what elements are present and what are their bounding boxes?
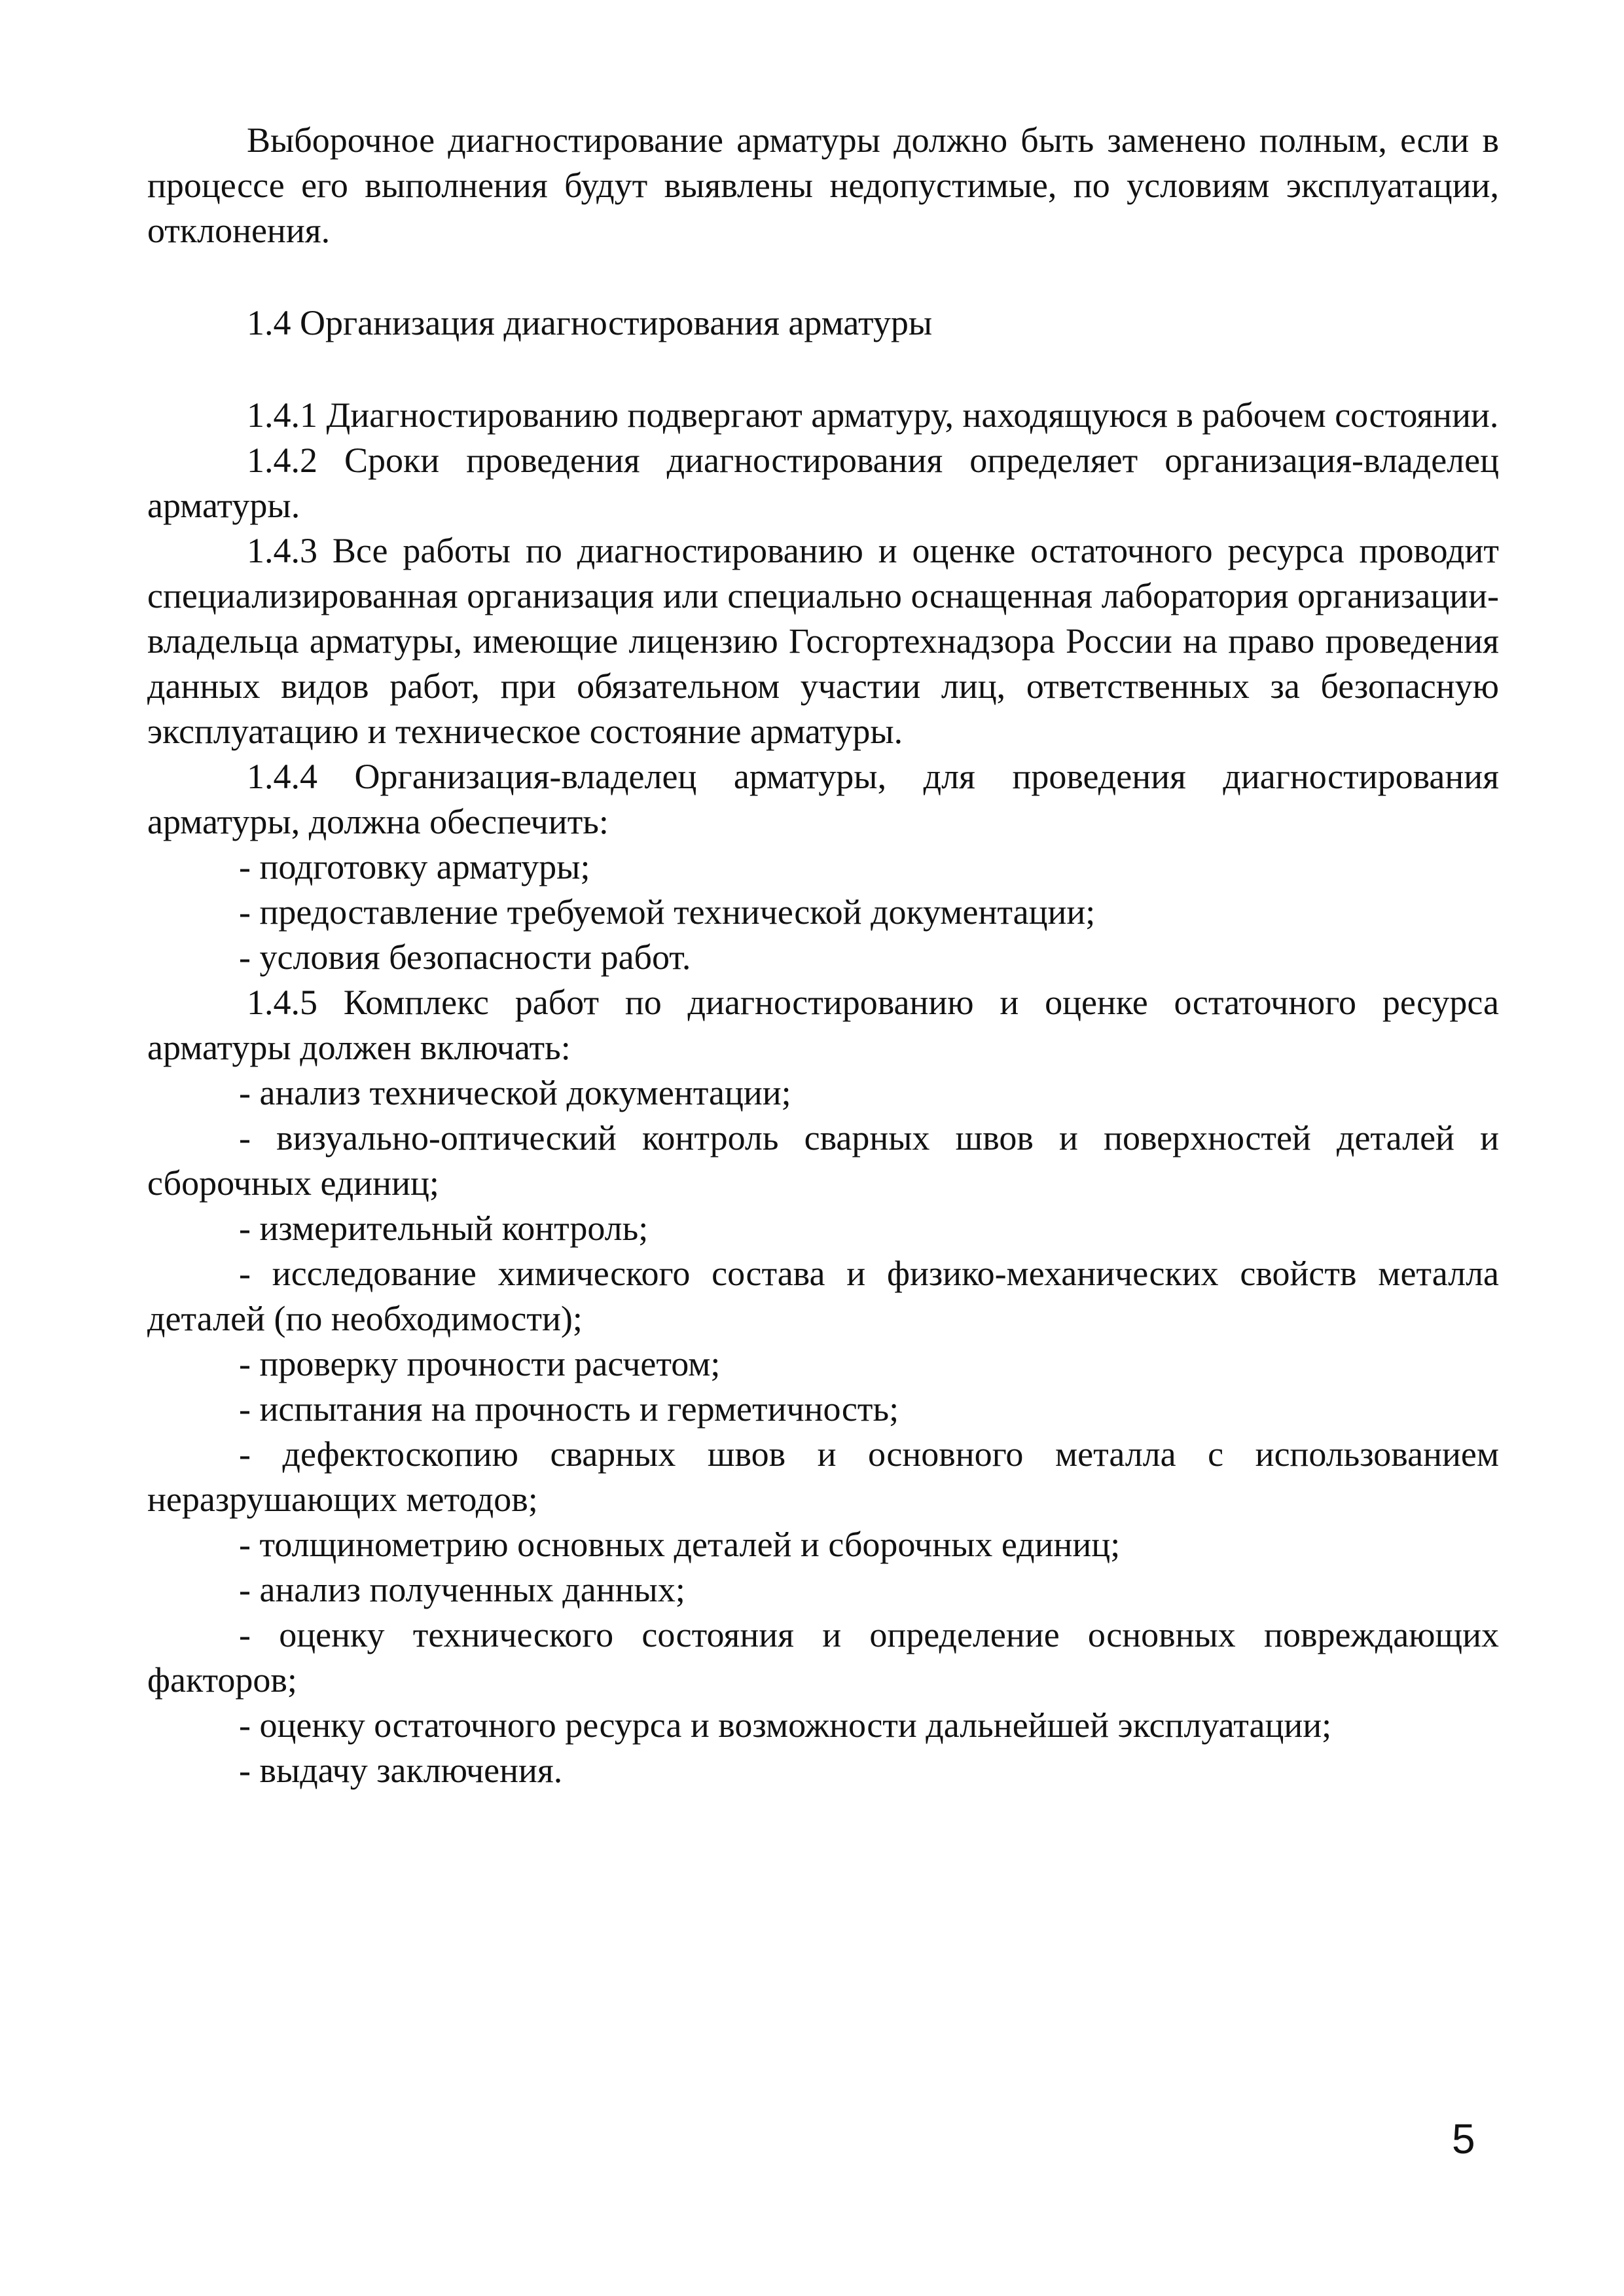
- list-item: - измерительный контроль;: [239, 1209, 649, 1248]
- list-item: - дефектоскопию сварных швов и основного металла с использованием неразрушающих методов;: [147, 1434, 1499, 1519]
- clause-1-4-4: 1.4.4 Организация-владелец арматуры, для проведения диагностирования арматуры, должна обеспечить:: [147, 757, 1499, 841]
- clause-1-4-3: 1.4.3 Все работы по диагностированию и оценке остаточного ресурса проводит специализированная организация или специально оснащенная лаборатория организации-владельца арматуры, имеющие лицензию Госгортехнадзора России на право проведения данных видов работ, при обязательном участии лиц, ответственных за безопасную эксплуатацию и техническое состояние арматуры.: [147, 531, 1499, 751]
- page-body: [147, 118, 1499, 1793]
- list-item: - анализ полученных данных;: [239, 1570, 685, 1609]
- clause-1-4-2: 1.4.2 Сроки проведения диагностирования определяет организация-владелец арматуры.: [147, 441, 1499, 525]
- list-item: - оценку остаточного ресурса и возможности дальнейшей эксплуатации;: [239, 1705, 1332, 1745]
- list-item: - проверку прочности расчетом;: [239, 1344, 721, 1383]
- list-item: - выдачу заключения.: [239, 1751, 563, 1790]
- list-item: - исследование химического состава и физико-механических свойств металла деталей (по необходимости);: [147, 1254, 1499, 1338]
- list-item: - оценку технического состояния и определение основных повреждающих факторов;: [147, 1615, 1499, 1700]
- intro-paragraph: Выборочное диагностирование арматуры должно быть заменено полным, если в процессе его выполнения будут выявлены недопустимые, по условиям эксплуатации, отклонения.: [147, 120, 1499, 250]
- list-item: - визуально-оптический контроль сварных швов и поверхностей деталей и сборочных единиц;: [147, 1118, 1499, 1203]
- clause-1-4-5-list: [147, 1070, 1499, 1793]
- clause-1-4-5: 1.4.5 Комплекс работ по диагностированию и оценке остаточного ресурса арматуры должен включать:: [147, 983, 1499, 1067]
- section-heading: 1.4 Организация диагностирования арматуры: [247, 303, 933, 342]
- clause-1-4-1: 1.4.1 Диагностированию подвергают арматуру, находящуюся в рабочем состоянии.: [247, 395, 1499, 435]
- list-item: - условия безопасности работ.: [239, 938, 691, 977]
- clause-1-4-4-list: [147, 845, 1499, 980]
- list-item: - испытания на прочность и герметичность;: [239, 1389, 899, 1429]
- list-item: - подготовку арматуры;: [239, 847, 590, 886]
- page-number: 5: [1452, 2115, 1475, 2162]
- list-item: - анализ технической документации;: [239, 1073, 791, 1112]
- list-item: - предоставление требуемой технической документации;: [239, 892, 1096, 932]
- list-item: - толщинометрию основных деталей и сборочных единиц;: [239, 1525, 1121, 1564]
